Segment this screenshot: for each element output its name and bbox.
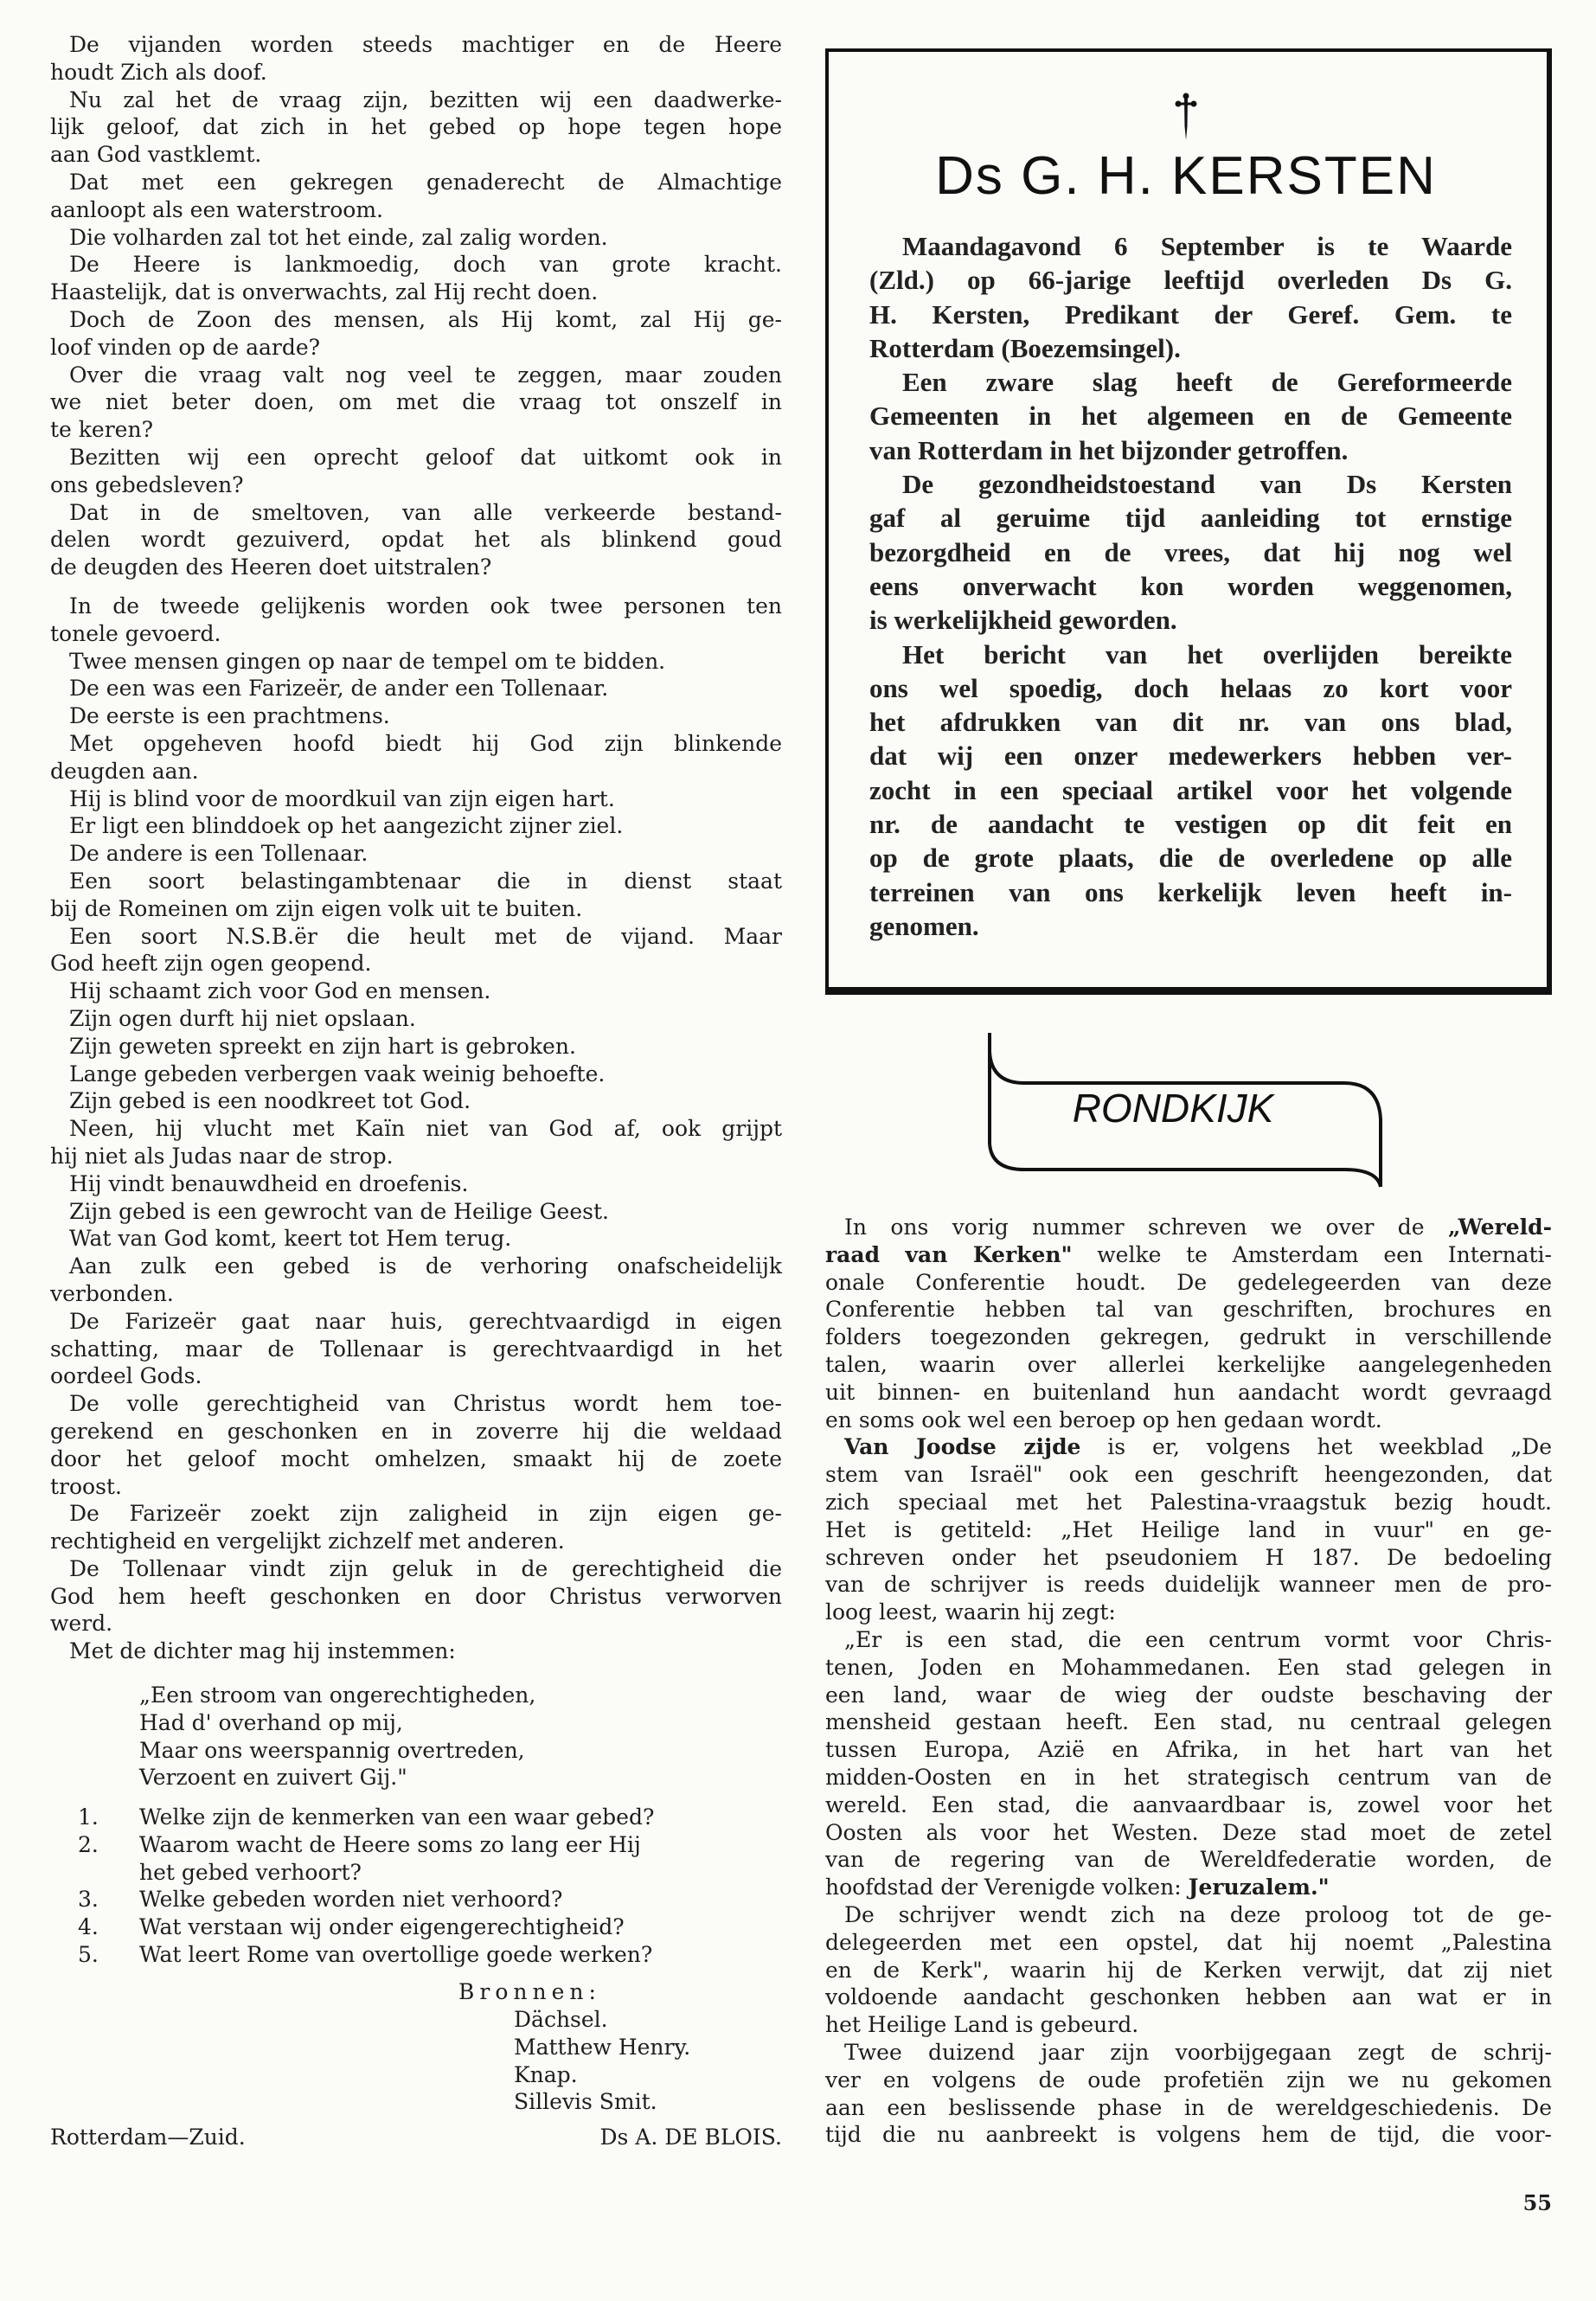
text-line: Haastelijk, dat is onverwachts, zal Hij recht doen. [50, 279, 599, 305]
text-line: rechtigheid en vergelijkt zichzelf met anderen. [50, 1529, 565, 1554]
text-line: De Farizeër zoekt zijn zaligheid in zijn eigen ge- [69, 1501, 782, 1527]
text-line: Welke gebeden worden niet verhoord? [139, 1887, 563, 1913]
poem-line: Maar ons weerspannig overtreden, [139, 1737, 525, 1763]
paragraph [50, 1033, 782, 1061]
paragraph [50, 812, 782, 840]
text-line: Het bericht van het overlijden bereikte [902, 638, 1512, 670]
text-line: bezorgdheid en de vrees, dat hij nog wel [869, 536, 1512, 567]
text-line: het afdrukken van dit nr. van ons blad, [869, 707, 1512, 738]
paragraph [869, 467, 1512, 637]
text-line: Zijn ogen durft hij niet opslaan. [69, 1005, 416, 1031]
text-line: zocht in een speciaal artikel voor het volgende [869, 774, 1512, 805]
text-line [825, 1241, 1552, 1269]
text-line: Met de dichter mag hij instemmen: [69, 1638, 456, 1664]
text-run: is er, volgens het weekblad „De [1080, 1434, 1552, 1460]
text-line: tenen, Joden en Mohammedanen. Een stad gelegen in [825, 1654, 1552, 1680]
text-line: aan God vastklemt. [50, 142, 262, 168]
text-line: De Tollenaar vindt zijn geluk in de gerechtigheid die [69, 1555, 782, 1581]
text-line: Twee duizend jaar zijn voorbijgegaan zegt de schrij- [844, 2039, 1552, 2065]
text-line: we niet beter doen, om met die vraag tot onszelf in [50, 389, 782, 415]
text-line: Hij schaamt zich voor God en mensen. [69, 978, 491, 1004]
text-line: Lange gebeden verbergen vaak weinig behoefte. [69, 1061, 606, 1086]
paragraph [869, 638, 1512, 944]
text-line: verbonden. [50, 1280, 174, 1306]
text-line: ver en volgens de oude profetiën zijn we nu gekomen [825, 2067, 1552, 2093]
text-line: talen, waarin over allerlei kerkelijke aangelegenheden [825, 1351, 1552, 1377]
text-line: gaf al geruime tijd aanleiding tot ernstige [869, 503, 1512, 534]
paragraph [825, 1214, 1552, 1433]
paragraph [50, 593, 782, 648]
text-line: Aan zulk een gebed is de verhoring onafscheidelijk [69, 1253, 782, 1279]
bold-text-run: raad van Kerken" [825, 1241, 1073, 1267]
text-line: Bezitten wij een oprecht geloof dat uitkomt ook in [69, 444, 782, 470]
text-line: Hij is blind voor de moordkuil van zijn eigen hart. [69, 785, 615, 811]
author-signature: Ds A. DE BLOIS. [599, 2125, 782, 2150]
paragraph [50, 1225, 782, 1253]
text-line: loof vinden op de aarde? [50, 334, 321, 360]
paragraph [50, 840, 782, 868]
text-line: loog leest, waarin hij zegt: [825, 1599, 1116, 1625]
sources-list [514, 2006, 690, 2116]
bold-text-run: „Wereld- [1447, 1215, 1552, 1240]
paragraph [50, 1390, 782, 1500]
paragraph [50, 444, 782, 499]
text-line: aan een beslissende phase in de wereldgeschiedenis. De [825, 2094, 1552, 2120]
sources-heading: Bronnen: [458, 1979, 601, 2004]
paragraph [50, 923, 782, 978]
text-line: Een soort belastingambtenaar die in dienst staat [69, 868, 782, 894]
text-line: Rotterdam (Boezemsingel). [869, 332, 1181, 363]
text-line: Hij vindt benauwdheid en droefenis. [69, 1170, 469, 1196]
paragraph [825, 1433, 1552, 1626]
paragraph [50, 1253, 782, 1308]
paragraph [825, 1901, 1552, 2039]
page-number: 55 [1522, 2190, 1552, 2215]
text-line: schatting, maar de Tollenaar is gerechtvaardigd in het [50, 1336, 782, 1362]
paragraph [50, 1115, 782, 1170]
text-line: lijk geloof, dat zich in het gebed op hope tegen hope [50, 114, 782, 140]
paragraph [869, 365, 1512, 467]
text-line: tussen Europa, Azië en Afrika, in het hart van het [825, 1737, 1552, 1763]
text-line: De Farizeër gaat naar huis, gerechtvaardigd in eigen [69, 1308, 782, 1334]
poem-line: Had d' overhand op mij, [139, 1709, 403, 1735]
paragraph [50, 169, 782, 224]
text-line: Welke zijn de kenmerken van een waar gebed? [139, 1804, 655, 1830]
text-line: Twee mensen gingen op naar de tempel om te bidden. [69, 648, 666, 674]
paragraph [50, 868, 782, 923]
text-line: troost. [50, 1473, 122, 1499]
text-line: genomen. [869, 910, 979, 941]
text-line: God hem heeft geschonken en door Christus verworven [50, 1583, 782, 1609]
text-line: oordeel Gods. [50, 1363, 202, 1389]
question-number: 5. [78, 1941, 99, 1967]
paragraph [50, 1198, 782, 1226]
text-line: is werkelijkheid geworden. [869, 605, 1177, 636]
text-line: ons wel spoedig, doch helaas zo kort voor [869, 672, 1512, 703]
paragraph [50, 31, 782, 87]
text-line: De volle gerechtigheid van Christus wordt hem toe- [69, 1391, 782, 1417]
bold-text-run: Jeruzalem." [1188, 1875, 1330, 1900]
paragraph [825, 1626, 1552, 1901]
question-item [78, 1886, 782, 1913]
question-number: 1. [78, 1804, 99, 1830]
article-text-part-1 [50, 31, 782, 581]
paragraph [50, 1170, 782, 1198]
text-line: God heeft zijn ogen geopend. [50, 951, 372, 977]
text-line: het gebed verhoort? [139, 1859, 362, 1885]
question-number: 3. [78, 1887, 99, 1913]
text-line: Wat verstaan wij onder eigengerechtigheid? [139, 1914, 625, 1940]
paragraph [50, 730, 782, 785]
paragraph [869, 229, 1512, 365]
poem-line: Verzoent en zuivert Gij." [139, 1765, 407, 1791]
text-line: delen wordt gezuiverd, opdat het als blinkend goud [50, 527, 782, 553]
text-line: midden-Oosten en in het strategisch centrum van de [825, 1764, 1552, 1790]
paragraph [50, 1087, 782, 1115]
text-line: Doch de Zoon des mensen, als Hij komt, zal Hij ge- [69, 306, 782, 332]
text-line: (Zld.) op 66-jarige leeftijd overleden Ds G. [869, 265, 1512, 296]
text-line: Gemeenten in het algemeen en de Gemeente [869, 401, 1512, 432]
article-text-part-2 [50, 593, 782, 1665]
text-line: en de Kerk", waarin hij de Kerken verwijt, dat zij niet [825, 1957, 1552, 1983]
text-line: De eerste is een prachtmens. [69, 703, 390, 729]
text-line: de deugden des Heeren doet uitstralen? [50, 554, 492, 580]
text-line: gerekend en geschonken en in zoverre hij die weldaad [50, 1418, 782, 1444]
text-line: Zijn gebed is een gewrocht van de Heilige Geest. [69, 1198, 609, 1224]
paragraph [825, 2039, 1552, 2149]
text-line: Wat van God komt, keert tot Hem terug. [69, 1226, 512, 1252]
text-run: hoofdstad der Verenigde volken: [825, 1875, 1189, 1900]
cross-icon [1169, 92, 1203, 142]
question-item [78, 1804, 782, 1831]
poem-line: „Een stroom van ongerechtigheden, [139, 1682, 536, 1708]
text-line: tonele gevoerd. [50, 620, 221, 646]
question-text [139, 1804, 782, 1831]
paragraph [50, 977, 782, 1005]
text-line: Dat met een gekregen genaderecht de Almachtige [69, 169, 782, 195]
question-text [139, 1886, 782, 1913]
paragraph [50, 362, 782, 444]
source-item: Matthew Henry. [514, 2034, 691, 2060]
text-line: Neen, hij vlucht met Kaïn niet van God af, ook grijpt [69, 1116, 782, 1142]
text-line: onale Conferentie houdt. De gedelegeerden van deze [825, 1269, 1552, 1295]
paragraph [50, 1308, 782, 1390]
source-item: Dächsel. [514, 2007, 608, 2032]
text-line: Er ligt een blinddoek op het aangezicht zijner ziel. [69, 813, 624, 839]
text-line: op de grote plaats, die de overledene op alle [869, 843, 1512, 874]
text-line: De Heere is lankmoedig, doch van grote kracht. [69, 252, 782, 278]
text-line: zich speciaal met het Palestina-vraagstuk bezig houdt. [825, 1489, 1552, 1515]
text-line: Met opgeheven hoofd biedt hij God zijn blinkende [69, 730, 782, 756]
text-line [825, 1874, 1552, 1901]
text-line: deugden aan. [50, 758, 199, 784]
paragraph [50, 675, 782, 702]
text-line [825, 1433, 1552, 1461]
paragraph [50, 785, 782, 813]
section-heading-rondkijk: RONDKIJK [1072, 1086, 1274, 1131]
text-line: van Rotterdam in het bijzonder getroffen. [869, 434, 1349, 465]
question-item [78, 1913, 782, 1941]
text-line: stem van Israël" ook een geschrift heengezonden, dat [825, 1462, 1552, 1488]
text-line: Wat leert Rome van overtollige goede werken? [139, 1941, 653, 1967]
text-run: In ons vorig nummer schreven we over de [844, 1215, 1448, 1240]
text-line: dat wij een onzer medewerkers hebben ver- [869, 740, 1512, 772]
text-line: door het geloof mocht omhelzen, smaakt hij de zoete [50, 1445, 782, 1471]
text-line: voldoende aandacht geschonken hebben aan wat er in [825, 1984, 1552, 2010]
text-line: schreven onder het pseudoniem H 187. De bedoeling [825, 1544, 1552, 1570]
text-line: De een was een Farizeër, de ander een Tollenaar. [69, 676, 609, 702]
source-item: Sillevis Smit. [514, 2089, 657, 2115]
text-line: Nu zal het de vraag zijn, bezitten wij een daadwerke- [69, 87, 782, 112]
text-line: werd. [50, 1611, 113, 1637]
paragraph [50, 306, 782, 362]
paragraph [50, 1500, 782, 1555]
questions-list [78, 1804, 782, 1969]
paragraph [50, 1061, 782, 1088]
text-line: van de schrijver is reeds duidelijk wanneer men de pro- [825, 1572, 1552, 1598]
text-line: uit binnen- en buitenland hun aandacht wordt gevraagd [825, 1379, 1552, 1405]
text-line: Conferentie hebben tal van geschriften, brochures en [825, 1297, 1552, 1323]
paragraph [50, 224, 782, 252]
paragraph [50, 251, 782, 306]
bold-text-run: Van Joodse zijde [844, 1434, 1081, 1460]
paragraph [50, 1638, 782, 1665]
paragraph [50, 1005, 782, 1033]
text-line: hij niet als Judas naar de strop. [50, 1143, 394, 1169]
text-line: De vijanden worden steeds machtiger en de Heere [69, 32, 782, 57]
text-line: en soms ook wel een beroep op hen gedaan wordt. [825, 1407, 1382, 1433]
paragraph [50, 648, 782, 676]
text-line: Dat in de smeltoven, van alle verkeerde bestand- [69, 499, 782, 525]
text-line: delegeerden met een opstel, dat hij noemt „Palestina [825, 1929, 1552, 1955]
text-line: wereld. Een stad, die aanvaardbaar is, zowel voor het [825, 1791, 1552, 1817]
paragraph [50, 702, 782, 730]
text-line: te keren? [50, 417, 153, 443]
question-text [139, 1831, 782, 1887]
paragraph [50, 87, 782, 169]
text-line: Waarom wacht de Heere soms zo lang eer Hij [139, 1831, 641, 1857]
text-line: ons gebedsleven? [50, 471, 244, 497]
text-line: folders toegezonden gekregen, gedrukt in verschillende [825, 1324, 1552, 1350]
question-number: 2. [78, 1831, 99, 1857]
text-line: nr. de aandacht te vestigen op dit feit en [869, 809, 1512, 840]
question-number: 4. [78, 1914, 99, 1940]
text-line: Maandagavond 6 September is te Waarde [902, 231, 1512, 261]
rondkijk-text [825, 1214, 1552, 2149]
text-line: Een soort N.S.B.ër die heult met de vijand. Maar [69, 923, 782, 949]
text-line: terreinen van ons kerkelijk leven heeft in- [869, 876, 1512, 907]
text-line: het Heilige Land is gebeurd. [825, 2012, 1139, 2038]
question-item [78, 1941, 782, 1969]
text-line: In de tweede gelijkenis worden ook twee personen ten [69, 593, 782, 619]
paragraph [50, 1555, 782, 1638]
text-line: Het is getiteld: „Het Heilige land in vuur" en ge- [825, 1516, 1552, 1542]
text-line: Over die vraag valt nog veel te zeggen, maar zouden [69, 362, 782, 388]
question-item [78, 1831, 782, 1887]
question-text [139, 1941, 782, 1969]
text-line: een land, waar de wieg der oudste beschaving der [825, 1682, 1552, 1708]
text-line: Die volharden zal tot het einde, zal zalig worden. [69, 224, 608, 250]
text-run: welke te Amsterdam een Internati- [1072, 1241, 1552, 1267]
text-line: van de regering van de Wereldfederatie worden, de [825, 1847, 1552, 1873]
text-line: Zijn geweten spreekt en zijn hart is gebroken. [69, 1033, 576, 1059]
text-line: De gezondheidstoestand van Ds Kersten [902, 469, 1512, 500]
text-line: bij de Romeinen om zijn eigen volk uit te buiten. [50, 895, 583, 921]
text-line: tijd die nu aanbreekt is volgens hem de tijd, die voor- [825, 2122, 1552, 2148]
text-line: houdt Zich als doof. [50, 59, 267, 85]
paragraph [50, 499, 782, 581]
text-line: H. Kersten, Predikant der Geref. Gem. te [869, 298, 1512, 330]
question-text [139, 1913, 782, 1941]
text-line: Een zware slag heeft de Gereformeerde [902, 367, 1512, 398]
text-line: De andere is een Tollenaar. [69, 841, 369, 867]
text-line: De schrijver wendt zich na deze proloog tot de ge- [844, 1901, 1552, 1927]
text-line [825, 1214, 1552, 1241]
source-item: Knap. [514, 2061, 578, 2087]
text-line: eens onverwacht kon worden weggenomen, [869, 570, 1512, 601]
obituary-text [869, 229, 1512, 943]
text-line: Oosten als voor het Westen. Deze stad moet de zetel [825, 1819, 1552, 1845]
text-line: mensheid gestaan heeft. Een stad, nu centraal gelegen [825, 1709, 1552, 1735]
text-line: Zijn gebed is een noodkreet tot God. [69, 1088, 471, 1114]
text-line: aanloopt als een waterstroom. [50, 196, 383, 222]
obituary-title: Ds G. H. KERSTEN [935, 146, 1437, 206]
place-line: Rotterdam—Zuid. [50, 2125, 246, 2150]
text-line: „Er is een stad, die een centrum vormt voor Chris- [844, 1626, 1552, 1652]
poem-quote [139, 1682, 745, 1791]
